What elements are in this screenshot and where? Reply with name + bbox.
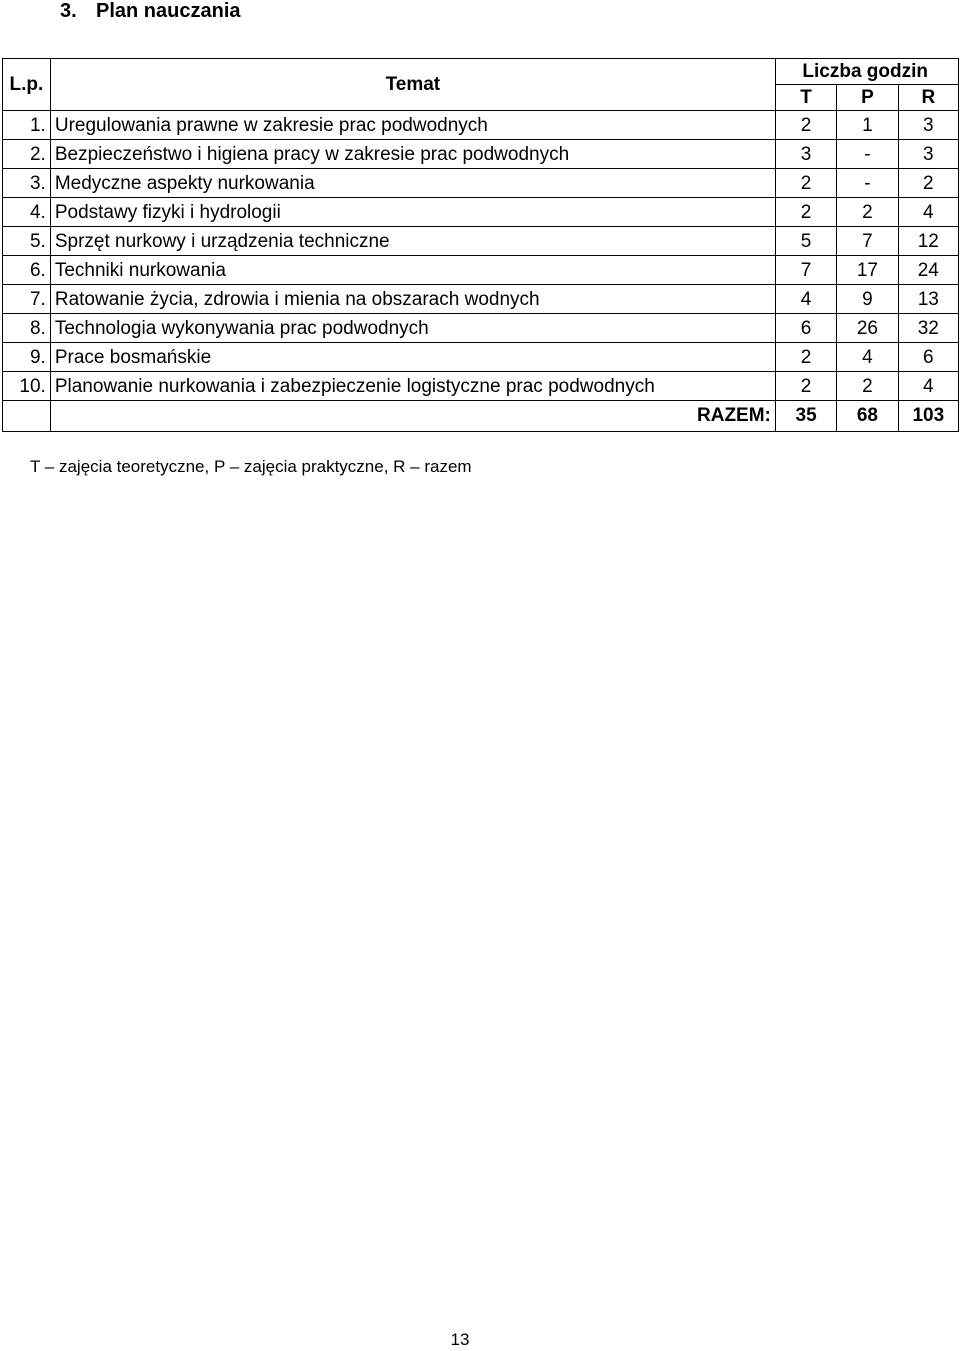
total-t: 35	[775, 401, 836, 432]
table-row	[3, 140, 959, 169]
row-hours-t: 4	[775, 285, 836, 314]
row-hours-r: 24	[898, 256, 958, 285]
total-p: 68	[837, 401, 898, 432]
row-hours-r: 12	[898, 227, 958, 256]
row-hours-t: 2	[775, 372, 836, 401]
header-hours-group: Liczba godzin	[775, 59, 958, 85]
row-lp: 1.	[3, 111, 51, 140]
table-row	[3, 285, 959, 314]
row-hours-r: 6	[898, 343, 958, 372]
page-number: 13	[450, 1330, 470, 1349]
row-lp: 9.	[3, 343, 51, 372]
legend-note: T – zajęcia teoretyczne, P – zajęcia praktyczne, R – razem	[30, 457, 472, 476]
row-lp: 6.	[3, 256, 51, 285]
total-empty-cell	[3, 401, 51, 432]
row-topic: Techniki nurkowania	[50, 256, 775, 285]
header-r: R	[898, 85, 958, 111]
row-lp: 8.	[3, 314, 51, 343]
table-row	[3, 227, 959, 256]
row-hours-r: 4	[898, 198, 958, 227]
row-lp: 3.	[3, 169, 51, 198]
row-hours-p: 26	[837, 314, 898, 343]
table-row	[3, 169, 959, 198]
row-topic: Medyczne aspekty nurkowania	[50, 169, 775, 198]
row-hours-p: 1	[837, 111, 898, 140]
row-hours-p: 2	[837, 372, 898, 401]
table-row	[3, 372, 959, 401]
row-hours-t: 2	[775, 169, 836, 198]
section-number: 3.	[60, 0, 77, 22]
row-hours-p: -	[837, 169, 898, 198]
header-lp: L.p.	[3, 59, 51, 111]
header-t: T	[775, 85, 836, 111]
total-label: RAZEM:	[50, 401, 775, 432]
row-hours-p: 7	[837, 227, 898, 256]
row-hours-r: 4	[898, 372, 958, 401]
row-lp: 10.	[3, 372, 51, 401]
table-row	[3, 314, 959, 343]
row-topic: Technologia wykonywania prac podwodnych	[50, 314, 775, 343]
table-row	[3, 198, 959, 227]
header-p: P	[837, 85, 898, 111]
row-hours-p: 9	[837, 285, 898, 314]
table-row	[3, 343, 959, 372]
row-hours-t: 3	[775, 140, 836, 169]
row-hours-t: 6	[775, 314, 836, 343]
row-hours-r: 3	[898, 111, 958, 140]
row-topic: Planowanie nurkowania i zabezpieczenie logistyczne prac podwodnych	[50, 372, 775, 401]
section-title	[60, 0, 241, 22]
row-hours-t: 2	[775, 111, 836, 140]
table-body	[3, 111, 959, 401]
row-topic: Uregulowania prawne w zakresie prac podwodnych	[50, 111, 775, 140]
row-topic: Bezpieczeństwo i higiena pracy w zakresie prac podwodnych	[50, 140, 775, 169]
row-lp: 2.	[3, 140, 51, 169]
row-hours-t: 5	[775, 227, 836, 256]
row-hours-r: 13	[898, 285, 958, 314]
curriculum-table	[2, 58, 959, 432]
row-topic: Podstawy fizyki i hydrologii	[50, 198, 775, 227]
table-row	[3, 256, 959, 285]
row-lp: 7.	[3, 285, 51, 314]
row-hours-p: 17	[837, 256, 898, 285]
table-row	[3, 111, 959, 140]
row-lp: 4.	[3, 198, 51, 227]
row-hours-t: 2	[775, 343, 836, 372]
table-header-row	[3, 59, 959, 85]
row-hours-p: 2	[837, 198, 898, 227]
row-hours-r: 32	[898, 314, 958, 343]
row-topic: Ratowanie życia, zdrowia i mienia na obszarach wodnych	[50, 285, 775, 314]
section-title-text: Plan nauczania	[96, 0, 241, 22]
row-hours-r: 2	[898, 169, 958, 198]
total-row	[3, 401, 959, 432]
row-lp: 5.	[3, 227, 51, 256]
row-topic: Sprzęt nurkowy i urządzenia techniczne	[50, 227, 775, 256]
row-hours-r: 3	[898, 140, 958, 169]
row-hours-t: 7	[775, 256, 836, 285]
row-hours-p: -	[837, 140, 898, 169]
total-r: 103	[898, 401, 958, 432]
row-hours-p: 4	[837, 343, 898, 372]
header-topic: Temat	[50, 59, 775, 111]
row-topic: Prace bosmańskie	[50, 343, 775, 372]
row-hours-t: 2	[775, 198, 836, 227]
